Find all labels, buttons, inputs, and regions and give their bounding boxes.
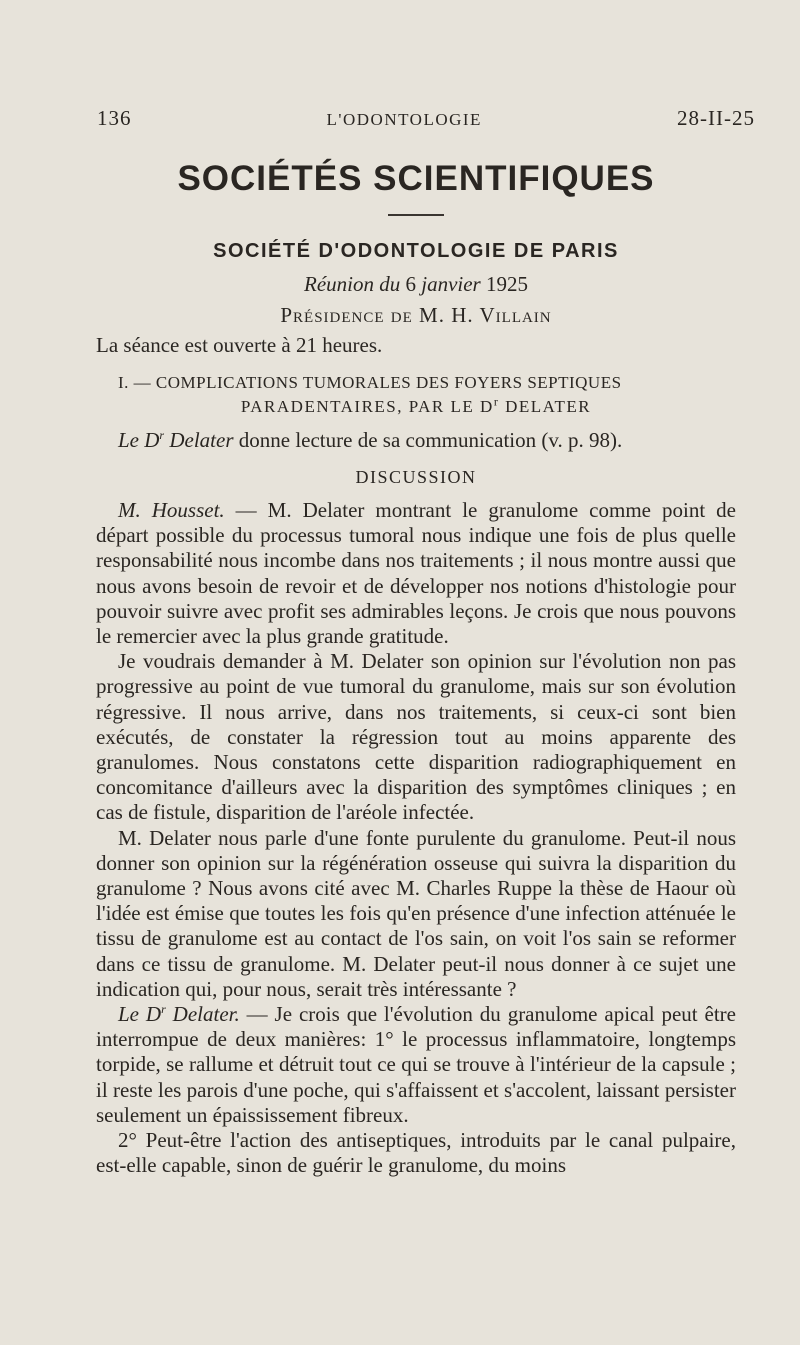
issue-date: 28-II-25 — [677, 106, 755, 130]
paragraph-delater-text: — Je crois que l'évolution du granulome apical peut être interrompue de deux manières: 1° le processus inflammatoire, longtemps torpide, se rallume et détruit tout ce qui se trouve à l'intérieur de la capsule ; il reste les parois d'une poche, qui s'affaissent et s'accolent, laissant persister seulement un épaississement fibreux. — [96, 1002, 736, 1127]
presidency: Présidence de M. H. Villain — [280, 303, 552, 327]
agenda-item — [96, 371, 736, 419]
page-number: 136 — [97, 106, 132, 130]
reading-line — [96, 427, 736, 454]
paragraph-5: 2° Peut-être l'action des antiseptiques, introduits par le canal pulpaire, est-elle capable, sinon de guérir le granulome, du moins — [96, 1128, 736, 1178]
meeting-date — [96, 268, 736, 300]
meeting-year: 1925 — [485, 272, 528, 296]
paragraph-housset-text: — M. Delater montrant le granulome comme point de départ possible du processus tumoral nous indique une fois de plus quelle responsabilité nous incombe dans nos traitements ; il nous montre aussi que nous avons besoin de revoir et de développer nos notions d'histologie pour pouvoir suivre avec profit ses admirables leçons. Je crois que nous pouvons le remercier avec la plus grande gratitude. — [96, 498, 736, 649]
paragraph-housset — [96, 498, 736, 649]
speaker-sup: r — [161, 1002, 166, 1017]
agenda-line-2 — [96, 395, 736, 419]
section-title: SOCIÉTÉS SCIENTIFIQUES — [177, 159, 655, 198]
meeting-month: janvier — [421, 272, 481, 296]
discussion-label: DISCUSSION — [355, 467, 477, 487]
agenda-author: DELATER — [499, 397, 592, 416]
speaker-housset: M. Housset. — [118, 498, 225, 522]
running-header — [97, 106, 755, 131]
reading-text: donne lecture de sa communication (v. p. 98). — [233, 428, 623, 452]
meeting-prefix: Réunion du — [304, 272, 401, 296]
reading-speaker: Le D — [118, 428, 160, 452]
paragraph-delater — [96, 1002, 736, 1128]
paragraph-3: M. Delater nous parle d'une fonte purulente du granulome. Peut-il nous donner son opinion sur la régénération osseuse qui suivra la disparition du granulome ? Nous avons cité avec M. Charles Ruppe la thèse de Haour où l'idée est émise que toutes les fois qu'en présence d'une infection atténuée le tissu de granulome est au contact de l'os sain, on voit l'os sain se reformer dans ce tissu de granulome. M. Delater peut-il nous donner à ce sujet une indication qui, pour nous, serait très intéressante ? — [96, 825, 736, 1001]
reading-speaker-name: Delater — [164, 428, 234, 452]
agenda-line-1-text: I. — COMPLICATIONS TUMORALES DES FOYERS SEPTIQUES — [118, 373, 622, 392]
journal-title: L'ODONTOLOGIE — [326, 110, 482, 129]
agenda-line-2-text: PARADENTAIRES, PAR LE D — [240, 397, 494, 416]
agenda-line-1 — [96, 371, 736, 395]
speaker-delater: Le D — [118, 1002, 162, 1027]
speaker-delater-name: Delater. — [165, 1002, 240, 1027]
discussion-heading — [96, 462, 736, 492]
society-name: SOCIÉTÉ D'ODONTOLOGIE DE PARIS — [213, 240, 619, 262]
meeting-day: 6 — [405, 272, 416, 296]
title-rule — [388, 214, 444, 216]
article — [96, 158, 736, 1178]
paragraph-2: Je voudrais demander à M. Delater son opinion sur l'évolution non pas progressive au point de vue tumoral du granulome, mais sur son évolution régressive. Il nous arrive, dans nos traitements, si ceux-ci sont bien exécutés, de constater la régression tout au moins apparente des granulomes. Nous constatons cette disparition radiographiquement en concomitance d'ailleurs avec la disparition des symptômes cliniques ; en cas de fistule, disparition de l'aréole infectée. — [96, 649, 736, 825]
agenda-sup: r — [493, 394, 500, 409]
opening-line: La séance est ouverte à 21 heures. — [96, 333, 383, 357]
reading-sup: r — [159, 428, 165, 442]
